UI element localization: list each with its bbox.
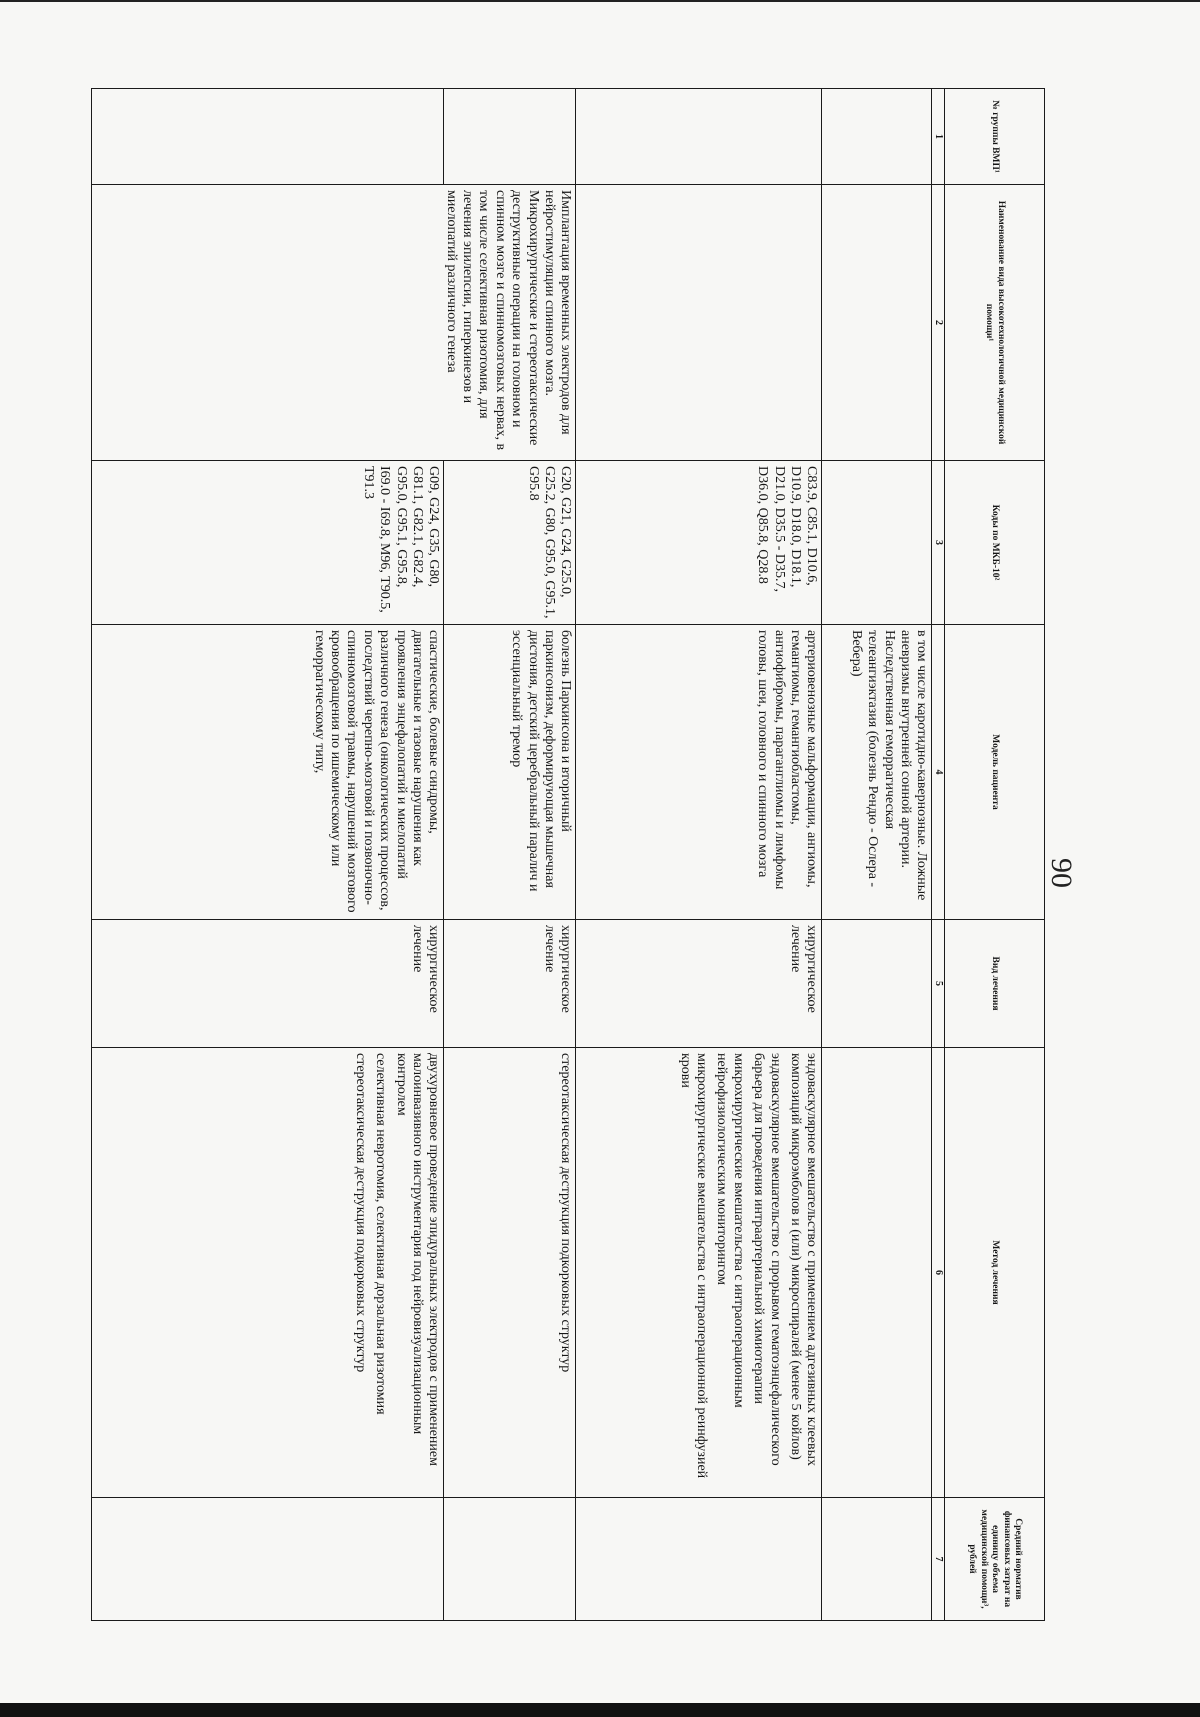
patient-model-cell: спастические, болевые синдромы, двигательные и тазовые нарушения как проявления энцефалопатий и миелопатий различного генеза (онкологических процессов, последствий черепно-мозговой и позвоночно-спинномозговой травмы, нарушений мозгового кровообращения по ишемическому или геморрагическому типу, xyxy=(92,625,444,920)
column-number: 4 xyxy=(932,625,945,920)
patient-model-cell: в том числе каротидно-кавернозные. Ложные аневризмы внутренней сонной артерии. Наследственная геморрагическая телеангиэктазия (болезнь Рендю - Ослера - Вебера) xyxy=(822,625,932,920)
header-icd-codes: Коды по МКБ-10² xyxy=(945,461,1045,625)
vmp-name-cell: Имплантация временных электродов для нейростимуляции спинного мозга. Микрохирургические и стереотаксические деструктивные операции на головном и спинном мозге и спинномозговых нервах, в том числе селективная ризотомия, для лечения эпилепсии, гиперкинезов и миелопатий различного генеза xyxy=(92,185,576,461)
cost-cell xyxy=(576,1498,822,1621)
header-treatment-method: Метод лечения xyxy=(945,1048,1045,1498)
patient-model-cell: артериовенозные мальформации, ангиомы, гемангиомы, гемангиобластомы, ангиофибромы, параганглиомы и лимфомы головы, шеи, головного и спинного мозга xyxy=(576,625,822,920)
treatment-method-cell xyxy=(822,1048,932,1498)
group-cell xyxy=(822,89,932,185)
table-row xyxy=(444,89,576,1621)
method-text: двухуровневое проведение эпидуральных электродов с применением малоинвазивного инструментария под нейровизуализационным контролем xyxy=(393,1053,442,1466)
column-number: 7 xyxy=(932,1498,945,1621)
column-number: 2 xyxy=(932,185,945,461)
column-number: 1 xyxy=(932,89,945,185)
cost-cell xyxy=(822,1498,932,1621)
vmp-name-cell xyxy=(822,185,932,461)
header-row xyxy=(945,89,1045,1621)
group-cell xyxy=(92,89,444,185)
header-patient-model: Модель пациента xyxy=(945,625,1045,920)
table-row xyxy=(576,89,822,1621)
treatment-type-cell xyxy=(822,920,932,1048)
scan-edge-bottom xyxy=(0,1703,1200,1717)
treatment-type-cell: хирургическое лечение xyxy=(576,920,822,1048)
cost-cell xyxy=(444,1498,576,1621)
header-vmp-name: Наименование вида высокотехнологичной медицинской помощи¹ xyxy=(945,185,1045,461)
page-number: 90 xyxy=(1045,858,1078,888)
group-cell xyxy=(576,89,822,185)
header-cost-standard: Средний норматив финансовых затрат на единицу объема медицинской помощи³, рублей xyxy=(945,1498,1045,1621)
scan-edge-top xyxy=(0,0,1200,2)
column-number: 6 xyxy=(932,1048,945,1498)
treatment-method-cell xyxy=(92,1048,444,1498)
vmp-name-cell xyxy=(576,185,822,461)
rotated-page xyxy=(91,88,1045,1620)
patient-model-cell: болезнь Паркинсона и вторичный паркинсонизм, деформирующая мышечная дистония, детский церебральный паралич и эссенциальный тремор xyxy=(444,625,576,920)
header-treatment-type: Вид лечения xyxy=(945,920,1045,1048)
treatment-method-cell xyxy=(576,1048,822,1498)
method-text: микрохирургические вмешательства с интраоперационной реинфузией крови xyxy=(677,1053,710,1479)
method-text: селективная невротомия, селективная дорзальная ризотомия xyxy=(373,1053,389,1415)
method-text: эндоваскулярное вмешательство с прорывом гематоэнцефалического барьера для проведения интраартериальной химиотерапии xyxy=(751,1053,783,1466)
group-cell xyxy=(444,89,576,185)
method-text: стереотаксическая деструкция подкорковых структур xyxy=(352,1053,368,1373)
column-number: 3 xyxy=(932,461,945,625)
treatment-method-cell: стереотаксическая деструкция подкорковых структур xyxy=(444,1048,576,1498)
column-number: 5 xyxy=(932,920,945,1048)
table-row xyxy=(822,89,932,1621)
vmp-table xyxy=(91,88,1045,1621)
cost-cell xyxy=(92,1498,444,1621)
header-group-number: № группы ВМП¹ xyxy=(945,89,1045,185)
method-text: микрохирургические вмешательства с интраоперационным нейрофизиологическим мониторингом xyxy=(714,1053,746,1408)
method-text: эндоваскулярное вмешательство с применением адгезивных клеевых композиций микроэмболов и (или) микроспиралей (менее 5 койлов) xyxy=(787,1053,820,1466)
icd-codes-cell: C83.9, C85.1, D10.6, D10.9, D18.0, D18.1, D21.0, D35.5 - D35.7, D36.0, Q85.8, Q28.8 xyxy=(576,461,822,625)
treatment-type-cell: хирургическое лечение xyxy=(444,920,576,1048)
icd-codes-cell xyxy=(822,461,932,625)
icd-codes-cell: G20, G21, G24, G25.0, G25.2, G80, G95.0, G95.1, G95.8 xyxy=(444,461,576,625)
treatment-type-cell: хирургическое лечение xyxy=(92,920,444,1048)
icd-codes-cell: G09, G24, G35, G80, G81.1, G82.1, G82.4, G95.0, G95.1, G95.8, I69.0 - I69.8, M96, T90.5, T91.3 xyxy=(92,461,444,625)
column-number-row xyxy=(932,89,945,1621)
